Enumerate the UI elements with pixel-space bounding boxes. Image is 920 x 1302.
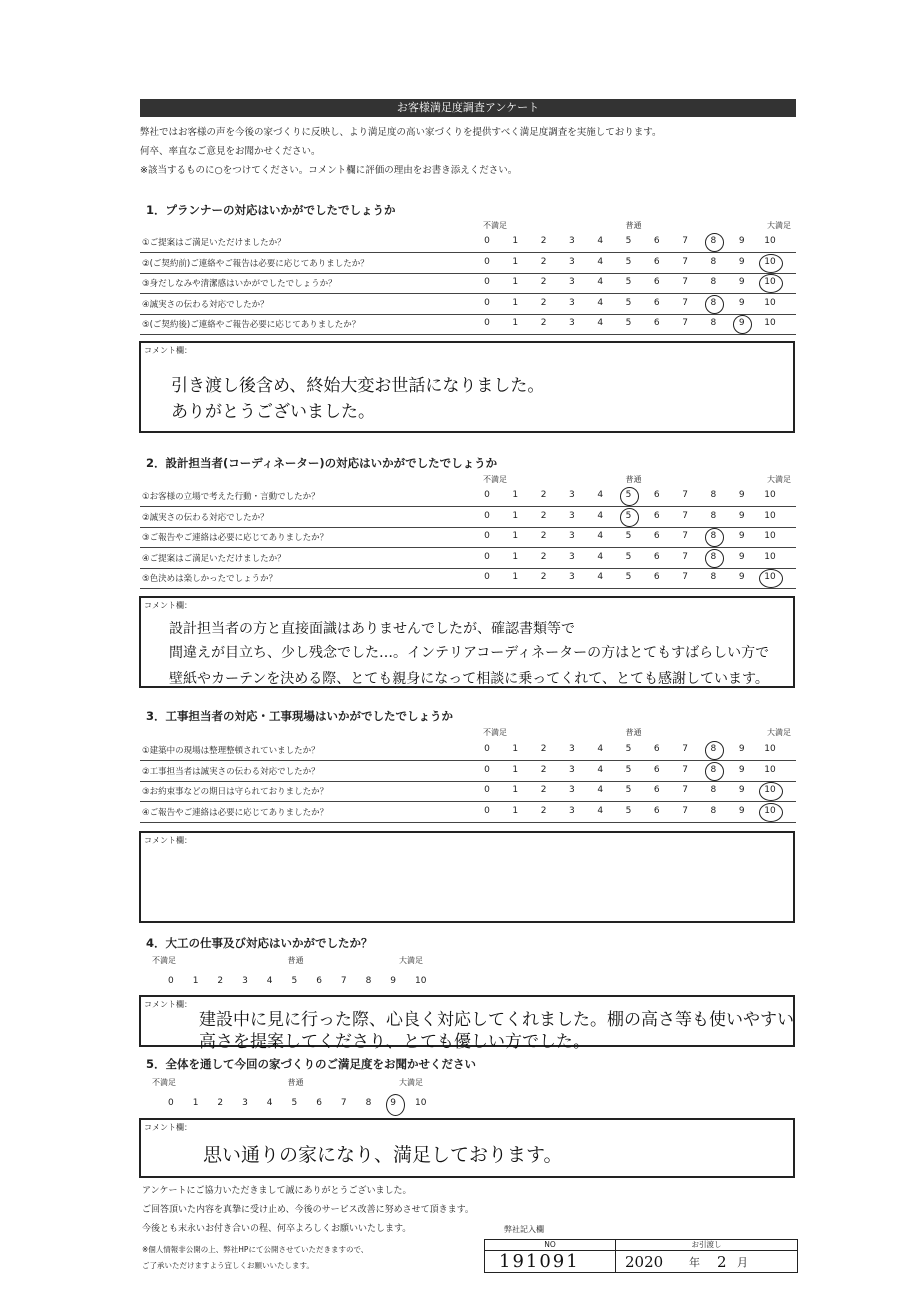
rating-option-9[interactable]: 9 <box>738 551 745 562</box>
rating-option-1[interactable]: 1 <box>512 805 519 816</box>
footnote-line-2: ご了承いただけますよう宜しくお願いいたします。 <box>142 1261 314 1270</box>
rating-option-6[interactable]: 6 <box>653 318 660 328</box>
rating-option-8[interactable]: 8 <box>710 490 717 500</box>
rating-option-3[interactable]: 3 <box>569 572 575 582</box>
rating-option-8[interactable]: 8 <box>710 744 717 754</box>
question-text: ③お約束事などの期日は守られておりましたか？ <box>142 787 329 797</box>
rating-option-5[interactable]: 5 <box>625 785 632 795</box>
selected-rating-circle <box>705 295 724 314</box>
rating-option-6[interactable]: 6 <box>653 764 660 775</box>
rating-option-8[interactable]: 8 <box>710 764 717 775</box>
rating-option-3[interactable]: 3 <box>569 510 575 521</box>
scale-high-label: 大満足 <box>767 221 791 230</box>
question-text: ⑤(ご契約後)ご連絡やご報告必要に応じてありましたか？ <box>142 320 361 330</box>
rating-option-6[interactable]: 6 <box>316 976 322 986</box>
rating-option-5[interactable]: 5 <box>625 297 632 308</box>
rating-option-3[interactable]: 3 <box>569 744 575 754</box>
rating-option-5[interactable]: 5 <box>625 764 632 775</box>
question-row <box>140 741 796 761</box>
scale-low-label: 不満足 <box>483 728 507 737</box>
rating-option-7[interactable]: 7 <box>682 236 688 246</box>
rating-option-1[interactable]: 1 <box>512 490 519 500</box>
rating-option-8[interactable]: 8 <box>710 805 717 816</box>
rating-option-3[interactable]: 3 <box>242 976 248 986</box>
rating-option-3[interactable]: 3 <box>569 764 575 775</box>
section-4-comment-box[interactable] <box>139 995 795 1052</box>
intro-line-1: 弊社ではお客様の声を今後の家づくりに反映し、より満足度の高い家づくりを提供すべく満足度調査を実施しております。 <box>140 127 662 138</box>
rating-option-7[interactable]: 7 <box>682 572 688 582</box>
rating-option-10[interactable]: 10 <box>764 551 776 562</box>
office-use-table <box>484 1239 798 1273</box>
question-row <box>140 233 796 253</box>
rating-option-5[interactable]: 5 <box>625 551 632 562</box>
rating-option-4[interactable]: 4 <box>597 318 604 328</box>
rating-option-5[interactable]: 5 <box>625 572 632 582</box>
rating-option-9[interactable]: 9 <box>738 764 745 775</box>
rating-option-10[interactable]: 10 <box>764 572 776 582</box>
selected-rating-circle <box>705 762 724 781</box>
rating-option-10[interactable]: 10 <box>764 256 776 267</box>
rating-option-1[interactable]: 1 <box>512 551 519 562</box>
rating-option-2[interactable]: 2 <box>540 277 547 287</box>
rating-option-6[interactable]: 6 <box>653 572 660 582</box>
rating-option-10[interactable]: 10 <box>764 318 776 328</box>
intro-line-3: ※該当するものに○をつけてください。コメント欄に評価の理由をお書き添えください。 <box>140 165 518 176</box>
office-no-header: NO <box>485 1240 616 1251</box>
question-text: ④ご報告やご連絡は必要に応じてありましたか？ <box>142 807 329 818</box>
rating-option-5[interactable]: 5 <box>625 318 632 328</box>
rating-option-7[interactable]: 7 <box>682 256 688 267</box>
rating-option-5[interactable]: 5 <box>625 531 632 541</box>
rating-option-9[interactable]: 9 <box>738 490 745 500</box>
rating-option-6[interactable]: 6 <box>653 236 660 246</box>
rating-option-6[interactable]: 6 <box>653 551 660 562</box>
rating-option-8[interactable]: 8 <box>710 256 717 267</box>
rating-option-4[interactable]: 4 <box>597 277 604 287</box>
rating-option-5[interactable]: 5 <box>291 1098 298 1108</box>
rating-option-1[interactable]: 1 <box>512 572 519 582</box>
office-year-value: 2020 <box>625 1253 664 1271</box>
rating-option-9[interactable]: 9 <box>390 976 397 986</box>
selected-rating-circle <box>733 315 752 334</box>
rating-option-8[interactable]: 8 <box>710 510 717 521</box>
rating-option-1[interactable]: 1 <box>512 531 519 541</box>
question-text: ①ご提案はご満足いただけましたか？ <box>142 238 286 248</box>
question-text: ①お客様の立場で考えた行動・言動でしたか？ <box>142 492 320 502</box>
rating-option-10[interactable]: 10 <box>764 490 776 500</box>
rating-option-0[interactable]: 0 <box>484 764 490 775</box>
rating-option-2[interactable]: 2 <box>540 256 547 267</box>
office-month-unit: 月 <box>737 1256 748 1269</box>
rating-option-3[interactable]: 3 <box>569 805 575 816</box>
rating-option-7[interactable]: 7 <box>340 1098 347 1108</box>
selected-rating-circle <box>386 1094 405 1116</box>
rating-option-2[interactable]: 2 <box>540 297 547 308</box>
question-text: ④ご提案はご満足いただけましたか？ <box>142 553 286 564</box>
scale-low-label: 不満足 <box>483 221 507 230</box>
rating-option-4[interactable]: 4 <box>597 572 604 582</box>
question-text: ②(ご契約前)ご連絡やご報告は必要に応じてありましたか？ <box>142 258 369 269</box>
rating-option-6[interactable]: 6 <box>653 490 660 500</box>
rating-option-7[interactable]: 7 <box>682 805 688 816</box>
rating-option-1[interactable]: 1 <box>512 256 519 267</box>
rating-option-9[interactable]: 9 <box>738 277 745 287</box>
rating-option-3[interactable]: 3 <box>569 318 575 328</box>
rating-option-7[interactable]: 7 <box>682 785 688 795</box>
rating-option-10[interactable]: 10 <box>415 1098 427 1108</box>
question-text: ④誠実さの伝わる対応でしたか？ <box>142 299 269 310</box>
rating-option-4[interactable]: 4 <box>597 531 604 541</box>
rating-option-1[interactable]: 1 <box>512 744 519 754</box>
rating-option-2[interactable]: 2 <box>217 1098 224 1108</box>
selected-rating-circle <box>705 741 724 760</box>
rating-option-0[interactable]: 0 <box>168 1098 174 1108</box>
rating-option-8[interactable]: 8 <box>710 318 717 328</box>
rating-option-0[interactable]: 0 <box>484 490 490 500</box>
rating-option-0[interactable]: 0 <box>484 805 490 816</box>
rating-option-7[interactable]: 7 <box>682 318 688 328</box>
rating-option-0[interactable]: 0 <box>484 318 490 328</box>
rating-option-6[interactable]: 6 <box>316 1098 322 1108</box>
rating-option-3[interactable]: 3 <box>569 236 575 246</box>
rating-option-7[interactable]: 7 <box>682 297 688 308</box>
rating-option-0[interactable]: 0 <box>484 572 490 582</box>
rating-option-9[interactable]: 9 <box>738 531 745 541</box>
rating-option-0[interactable]: 0 <box>484 551 490 562</box>
rating-option-6[interactable]: 6 <box>653 256 660 267</box>
selected-rating-circle <box>759 569 783 588</box>
rating-option-5[interactable]: 5 <box>625 510 632 521</box>
rating-option-8[interactable]: 8 <box>710 297 717 308</box>
rating-option-6[interactable]: 6 <box>653 531 660 541</box>
footer-line-3: 今後とも末永いお付き合いの程、何卒よろしくお願いいたします。 <box>142 1224 412 1234</box>
rating-option-1[interactable]: 1 <box>512 318 519 328</box>
office-month-value: 2 <box>717 1253 727 1271</box>
rating-option-6[interactable]: 6 <box>653 805 660 816</box>
office-no-value: 191091 <box>499 1251 580 1272</box>
office-handover-header: お引渡し <box>616 1240 797 1251</box>
section-1-title: 1．プランナーの対応はいかがでしたでしょうか <box>146 203 396 217</box>
rating-option-2[interactable]: 2 <box>540 236 547 246</box>
rating-option-5[interactable]: 5 <box>625 256 632 267</box>
rating-option-9[interactable]: 9 <box>738 805 745 816</box>
question-row <box>140 528 796 548</box>
rating-option-0[interactable]: 0 <box>484 256 490 267</box>
rating-option-10[interactable]: 10 <box>764 236 776 246</box>
selected-rating-circle <box>759 254 783 273</box>
question-text: ②誠実さの伝わる対応でしたか？ <box>142 512 269 523</box>
section-2-comment-line-3: 壁紙やカーテンを決める際、とても親身になって相談に乗ってくれて、とても感謝しています。 <box>169 671 769 687</box>
rating-option-8[interactable]: 8 <box>710 551 717 562</box>
rating-option-4[interactable]: 4 <box>597 510 604 521</box>
question-row <box>140 762 796 782</box>
rating-option-4[interactable]: 4 <box>597 551 604 562</box>
scale-high-label: 大満足 <box>767 475 791 484</box>
rating-option-0[interactable]: 0 <box>168 976 174 986</box>
rating-option-5[interactable]: 5 <box>625 490 632 500</box>
rating-option-4[interactable]: 4 <box>597 256 604 267</box>
rating-option-5[interactable]: 5 <box>625 805 632 816</box>
rating-option-6[interactable]: 6 <box>653 297 660 308</box>
rating-option-0[interactable]: 0 <box>484 236 490 246</box>
rating-option-3[interactable]: 3 <box>569 531 575 541</box>
section-1-comment-line-2: ありがとうございました。 <box>171 402 375 422</box>
scale-high-label: 大満足 <box>399 1078 423 1087</box>
rating-option-4[interactable]: 4 <box>597 297 604 308</box>
question-row <box>140 295 796 315</box>
rating-option-1[interactable]: 1 <box>512 764 519 775</box>
rating-option-4[interactable]: 4 <box>597 744 604 754</box>
rating-option-1[interactable]: 1 <box>192 976 199 986</box>
section-3-comment-box[interactable] <box>139 831 795 923</box>
rating-option-3[interactable]: 3 <box>569 297 575 308</box>
rating-option-1[interactable]: 1 <box>512 236 519 246</box>
selected-rating-circle <box>759 803 783 822</box>
question-row <box>140 803 796 823</box>
rating-option-2[interactable]: 2 <box>540 572 547 582</box>
rating-option-10[interactable]: 10 <box>764 531 776 541</box>
rating-option-5[interactable]: 5 <box>625 277 632 287</box>
scale-high-label: 大満足 <box>767 728 791 737</box>
section-5-comment-box[interactable] <box>139 1118 795 1178</box>
footnote-line-1: ※個人情報非公開の上、弊社HPにて公開させていただきますので、 <box>142 1245 369 1254</box>
rating-option-5[interactable]: 5 <box>625 744 632 754</box>
question-row <box>140 274 796 294</box>
rating-option-8[interactable]: 8 <box>710 785 717 795</box>
rating-option-8[interactable]: 8 <box>365 1098 372 1108</box>
office-year-unit: 年 <box>689 1256 700 1269</box>
rating-option-2[interactable]: 2 <box>540 805 547 816</box>
rating-option-10[interactable]: 10 <box>764 510 776 521</box>
rating-option-6[interactable]: 6 <box>653 277 660 287</box>
scale-mid-label: 普通 <box>625 475 642 484</box>
rating-option-1[interactable]: 1 <box>512 297 519 308</box>
section-5-comment-line-1: 思い通りの家になり、満足しております。 <box>203 1144 563 1166</box>
section-2-title: 2．設計担当者(コーディネーター)の対応はいかがでしたでしょうか <box>146 456 498 470</box>
rating-option-2[interactable]: 2 <box>540 744 547 754</box>
rating-option-10[interactable]: 10 <box>415 976 427 986</box>
selected-rating-circle <box>759 782 783 801</box>
rating-option-7[interactable]: 7 <box>682 531 688 541</box>
rating-option-0[interactable]: 0 <box>484 277 490 287</box>
scale-low-label: 不満足 <box>152 1078 176 1087</box>
rating-option-9[interactable]: 9 <box>738 744 745 754</box>
rating-option-0[interactable]: 0 <box>484 297 490 308</box>
rating-option-4[interactable]: 4 <box>597 236 604 246</box>
rating-option-7[interactable]: 7 <box>682 744 688 754</box>
rating-option-7[interactable]: 7 <box>682 277 688 287</box>
rating-option-5[interactable]: 5 <box>291 976 298 986</box>
section-5-title: 5．全体を通して今回の家づくりのご満足度をお聞かせください <box>146 1057 476 1071</box>
section-2-comment-line-1: 設計担当者の方と直接面識はありませんでしたが、確認書類等で <box>169 621 575 637</box>
rating-option-6[interactable]: 6 <box>653 510 660 521</box>
rating-option-0[interactable]: 0 <box>484 785 490 795</box>
question-text: ①建築中の現場は整理整頓されていましたか？ <box>142 746 320 756</box>
rating-option-8[interactable]: 8 <box>710 277 717 287</box>
question-row <box>140 487 796 507</box>
rating-option-4[interactable]: 4 <box>597 764 604 775</box>
rating-option-2[interactable]: 2 <box>540 551 547 562</box>
scale-low-label: 不満足 <box>152 956 176 965</box>
comment-label: コメント欄： <box>144 1000 192 1009</box>
scale-low-label: 不満足 <box>483 475 507 484</box>
rating-option-2[interactable]: 2 <box>217 976 224 986</box>
rating-option-7[interactable]: 7 <box>682 490 688 500</box>
rating-option-4[interactable]: 4 <box>597 805 604 816</box>
rating-option-9[interactable]: 9 <box>390 1098 397 1108</box>
rating-option-0[interactable]: 0 <box>484 744 490 754</box>
scale-mid-label: 普通 <box>287 1078 304 1087</box>
question-text: ③身だしなみや清潔感はいかがでしたでしょうか？ <box>142 279 337 289</box>
scale-mid-label: 普通 <box>287 956 304 965</box>
rating-option-4[interactable]: 4 <box>266 1098 273 1108</box>
rating-option-8[interactable]: 8 <box>710 236 717 246</box>
question-text: ③ご報告やご連絡は必要に応じてありましたか？ <box>142 533 329 543</box>
comment-label: コメント欄： <box>144 346 192 355</box>
rating-option-3[interactable]: 3 <box>569 277 575 287</box>
rating-option-2[interactable]: 2 <box>540 510 547 521</box>
rating-option-4[interactable]: 4 <box>597 490 604 500</box>
rating-option-2[interactable]: 2 <box>540 490 547 500</box>
rating-option-6[interactable]: 6 <box>653 785 660 795</box>
rating-option-10[interactable]: 10 <box>764 805 776 816</box>
question-row <box>140 549 796 569</box>
rating-option-3[interactable]: 3 <box>569 785 575 795</box>
question-text: ②工事担当者は誠実さの伝わる対応でしたか？ <box>142 766 320 777</box>
scale-mid-label: 普通 <box>625 221 642 230</box>
selected-rating-circle <box>705 233 724 252</box>
rating-option-3[interactable]: 3 <box>569 490 575 500</box>
rating-option-4[interactable]: 4 <box>597 785 604 795</box>
rating-option-8[interactable]: 8 <box>710 572 717 582</box>
rating-option-5[interactable]: 5 <box>625 236 632 246</box>
rating-option-9[interactable]: 9 <box>738 510 745 521</box>
rating-option-8[interactable]: 8 <box>365 976 372 986</box>
intro-line-2: 何卒、率直なご意見をお聞かせください。 <box>140 146 321 157</box>
comment-label: コメント欄： <box>144 1123 192 1132</box>
question-row <box>140 508 796 528</box>
rating-option-2[interactable]: 2 <box>540 531 547 541</box>
office-use-label: 弊社記入欄 <box>504 1225 544 1234</box>
selected-rating-circle <box>620 487 639 506</box>
rating-option-9[interactable]: 9 <box>738 236 745 246</box>
comment-label: コメント欄： <box>144 601 192 610</box>
rating-option-10[interactable]: 10 <box>764 764 776 775</box>
section-1-comment-line-1: 引き渡し後含め、終始大変お世話になりました。 <box>171 376 545 396</box>
footer-line-2: ご回答頂いた内容を真摯に受け止め、今後のサービス改善に努めさせて頂きます。 <box>142 1205 474 1215</box>
section-4-title: 4．大工の仕事及び対応はいかがでしたか？ <box>146 936 373 950</box>
rating-option-0[interactable]: 0 <box>484 531 490 541</box>
rating-option-2[interactable]: 2 <box>540 764 547 775</box>
rating-option-10[interactable]: 10 <box>764 277 776 287</box>
selected-rating-circle <box>759 274 783 293</box>
rating-option-10[interactable]: 10 <box>764 297 776 308</box>
rating-option-9[interactable]: 9 <box>738 297 745 308</box>
rating-option-10[interactable]: 10 <box>764 785 776 795</box>
section-1-comment-box[interactable] <box>139 341 795 433</box>
rating-option-9[interactable]: 9 <box>738 785 745 795</box>
selected-rating-circle <box>620 508 639 527</box>
section-4-comment-line-1: 建設中に見に行った際、心良く対応してくれました。棚の高さ等も使いやすい <box>199 1010 794 1030</box>
rating-option-4[interactable]: 4 <box>266 976 273 986</box>
footer-line-1: アンケートにご協力いただきまして誠にありがとうございました。 <box>142 1186 412 1196</box>
rating-option-10[interactable]: 10 <box>764 744 776 754</box>
rating-option-9[interactable]: 9 <box>738 572 745 582</box>
section-2-comment-box[interactable] <box>139 596 795 688</box>
question-text: ⑤色決めは楽しかったでしょうか？ <box>142 574 278 584</box>
rating-option-1[interactable]: 1 <box>512 277 519 287</box>
rating-option-7[interactable]: 7 <box>682 764 688 775</box>
survey-title: お客様満足度調査アンケート <box>140 99 796 117</box>
rating-option-9[interactable]: 9 <box>738 318 745 328</box>
rating-option-8[interactable]: 8 <box>710 531 717 541</box>
question-row <box>140 315 796 335</box>
rating-option-7[interactable]: 7 <box>682 510 688 521</box>
selected-rating-circle <box>705 549 724 568</box>
rating-option-6[interactable]: 6 <box>653 744 660 754</box>
rating-option-7[interactable]: 7 <box>340 976 347 986</box>
rating-option-1[interactable]: 1 <box>192 1098 199 1108</box>
scale-high-label: 大満足 <box>399 956 423 965</box>
question-row <box>140 782 796 802</box>
rating-option-1[interactable]: 1 <box>512 510 519 521</box>
rating-option-3[interactable]: 3 <box>242 1098 248 1108</box>
question-row <box>140 569 796 589</box>
scale-mid-label: 普通 <box>625 728 642 737</box>
rating-option-2[interactable]: 2 <box>540 785 547 795</box>
selected-rating-circle <box>705 528 724 547</box>
rating-option-3[interactable]: 3 <box>569 256 575 267</box>
rating-option-2[interactable]: 2 <box>540 318 547 328</box>
section-4-comment-line-2: 高さを提案してくださり、とても優しい方でした。 <box>199 1032 590 1052</box>
section-2-comment-line-2: 間違えが目立ち、少し残念でした…。インテリアコーディネーターの方はとてもすばらしい方で <box>169 645 770 661</box>
comment-label: コメント欄： <box>144 836 192 845</box>
rating-option-3[interactable]: 3 <box>569 551 575 562</box>
question-row <box>140 254 796 274</box>
section-3-title: 3．工事担当者の対応・工事現場はいかがでしたでしょうか <box>146 709 453 723</box>
rating-option-9[interactable]: 9 <box>738 256 745 267</box>
rating-option-1[interactable]: 1 <box>512 785 519 795</box>
rating-option-0[interactable]: 0 <box>484 510 490 521</box>
rating-option-7[interactable]: 7 <box>682 551 688 562</box>
